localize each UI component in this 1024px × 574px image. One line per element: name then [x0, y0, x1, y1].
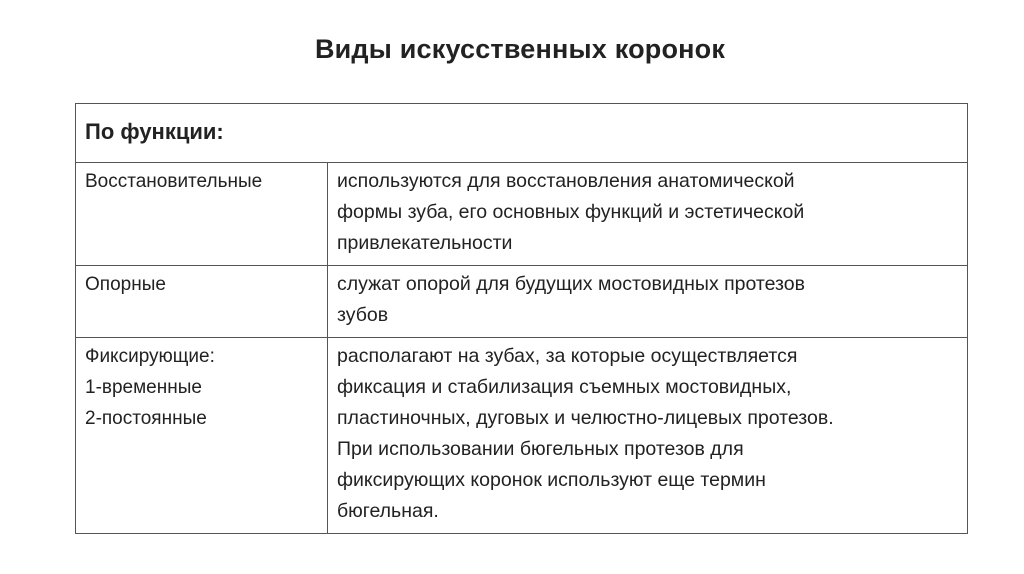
description-line: зубов: [337, 304, 389, 326]
crown-type-name: [76, 338, 328, 534]
crown-type-description: [328, 266, 968, 338]
page-title: Виды искусственных коронок: [314, 34, 726, 64]
description-line: используются для восстановления анатомической: [337, 170, 795, 192]
description-line: располагают на зубах, за которые осуществляется: [337, 345, 798, 367]
crown-type-name: [76, 163, 328, 266]
description-line: привлекательности: [337, 232, 513, 254]
crown-type-name: [76, 266, 328, 338]
description-line: При использовании бюгельных протезов для: [337, 438, 744, 460]
crown-type-name-line: Фиксирующие:: [85, 346, 215, 367]
description-line: служат опорой для будущих мостовидных протезов: [337, 273, 805, 295]
crown-types-table: [75, 103, 968, 534]
description-line: формы зуба, его основных функций и эстетической: [337, 201, 805, 223]
description-line: бюгельная.: [337, 500, 439, 522]
description-line: фиксация и стабилизация съемных мостовидных,: [337, 376, 792, 398]
description-line: пластиночных, дуговых и челюстно-лицевых протезов.: [337, 407, 834, 429]
crown-type-description: [328, 338, 968, 534]
crown-type-name-line: Опорные: [85, 274, 166, 295]
table-row: [76, 338, 968, 534]
table-header-row: [76, 104, 968, 163]
table-row: [76, 163, 968, 266]
table-row: [76, 266, 968, 338]
description-line: фиксирующих коронок используют еще термин: [337, 469, 766, 491]
crown-subtype-permanent: 2-постоянные: [85, 408, 207, 429]
crown-subtype-temporary: 1-временные: [85, 377, 202, 398]
crown-type-name-line: Восстановительные: [85, 171, 263, 192]
crown-type-description: [328, 163, 968, 266]
table-header: По функции:: [76, 104, 968, 163]
